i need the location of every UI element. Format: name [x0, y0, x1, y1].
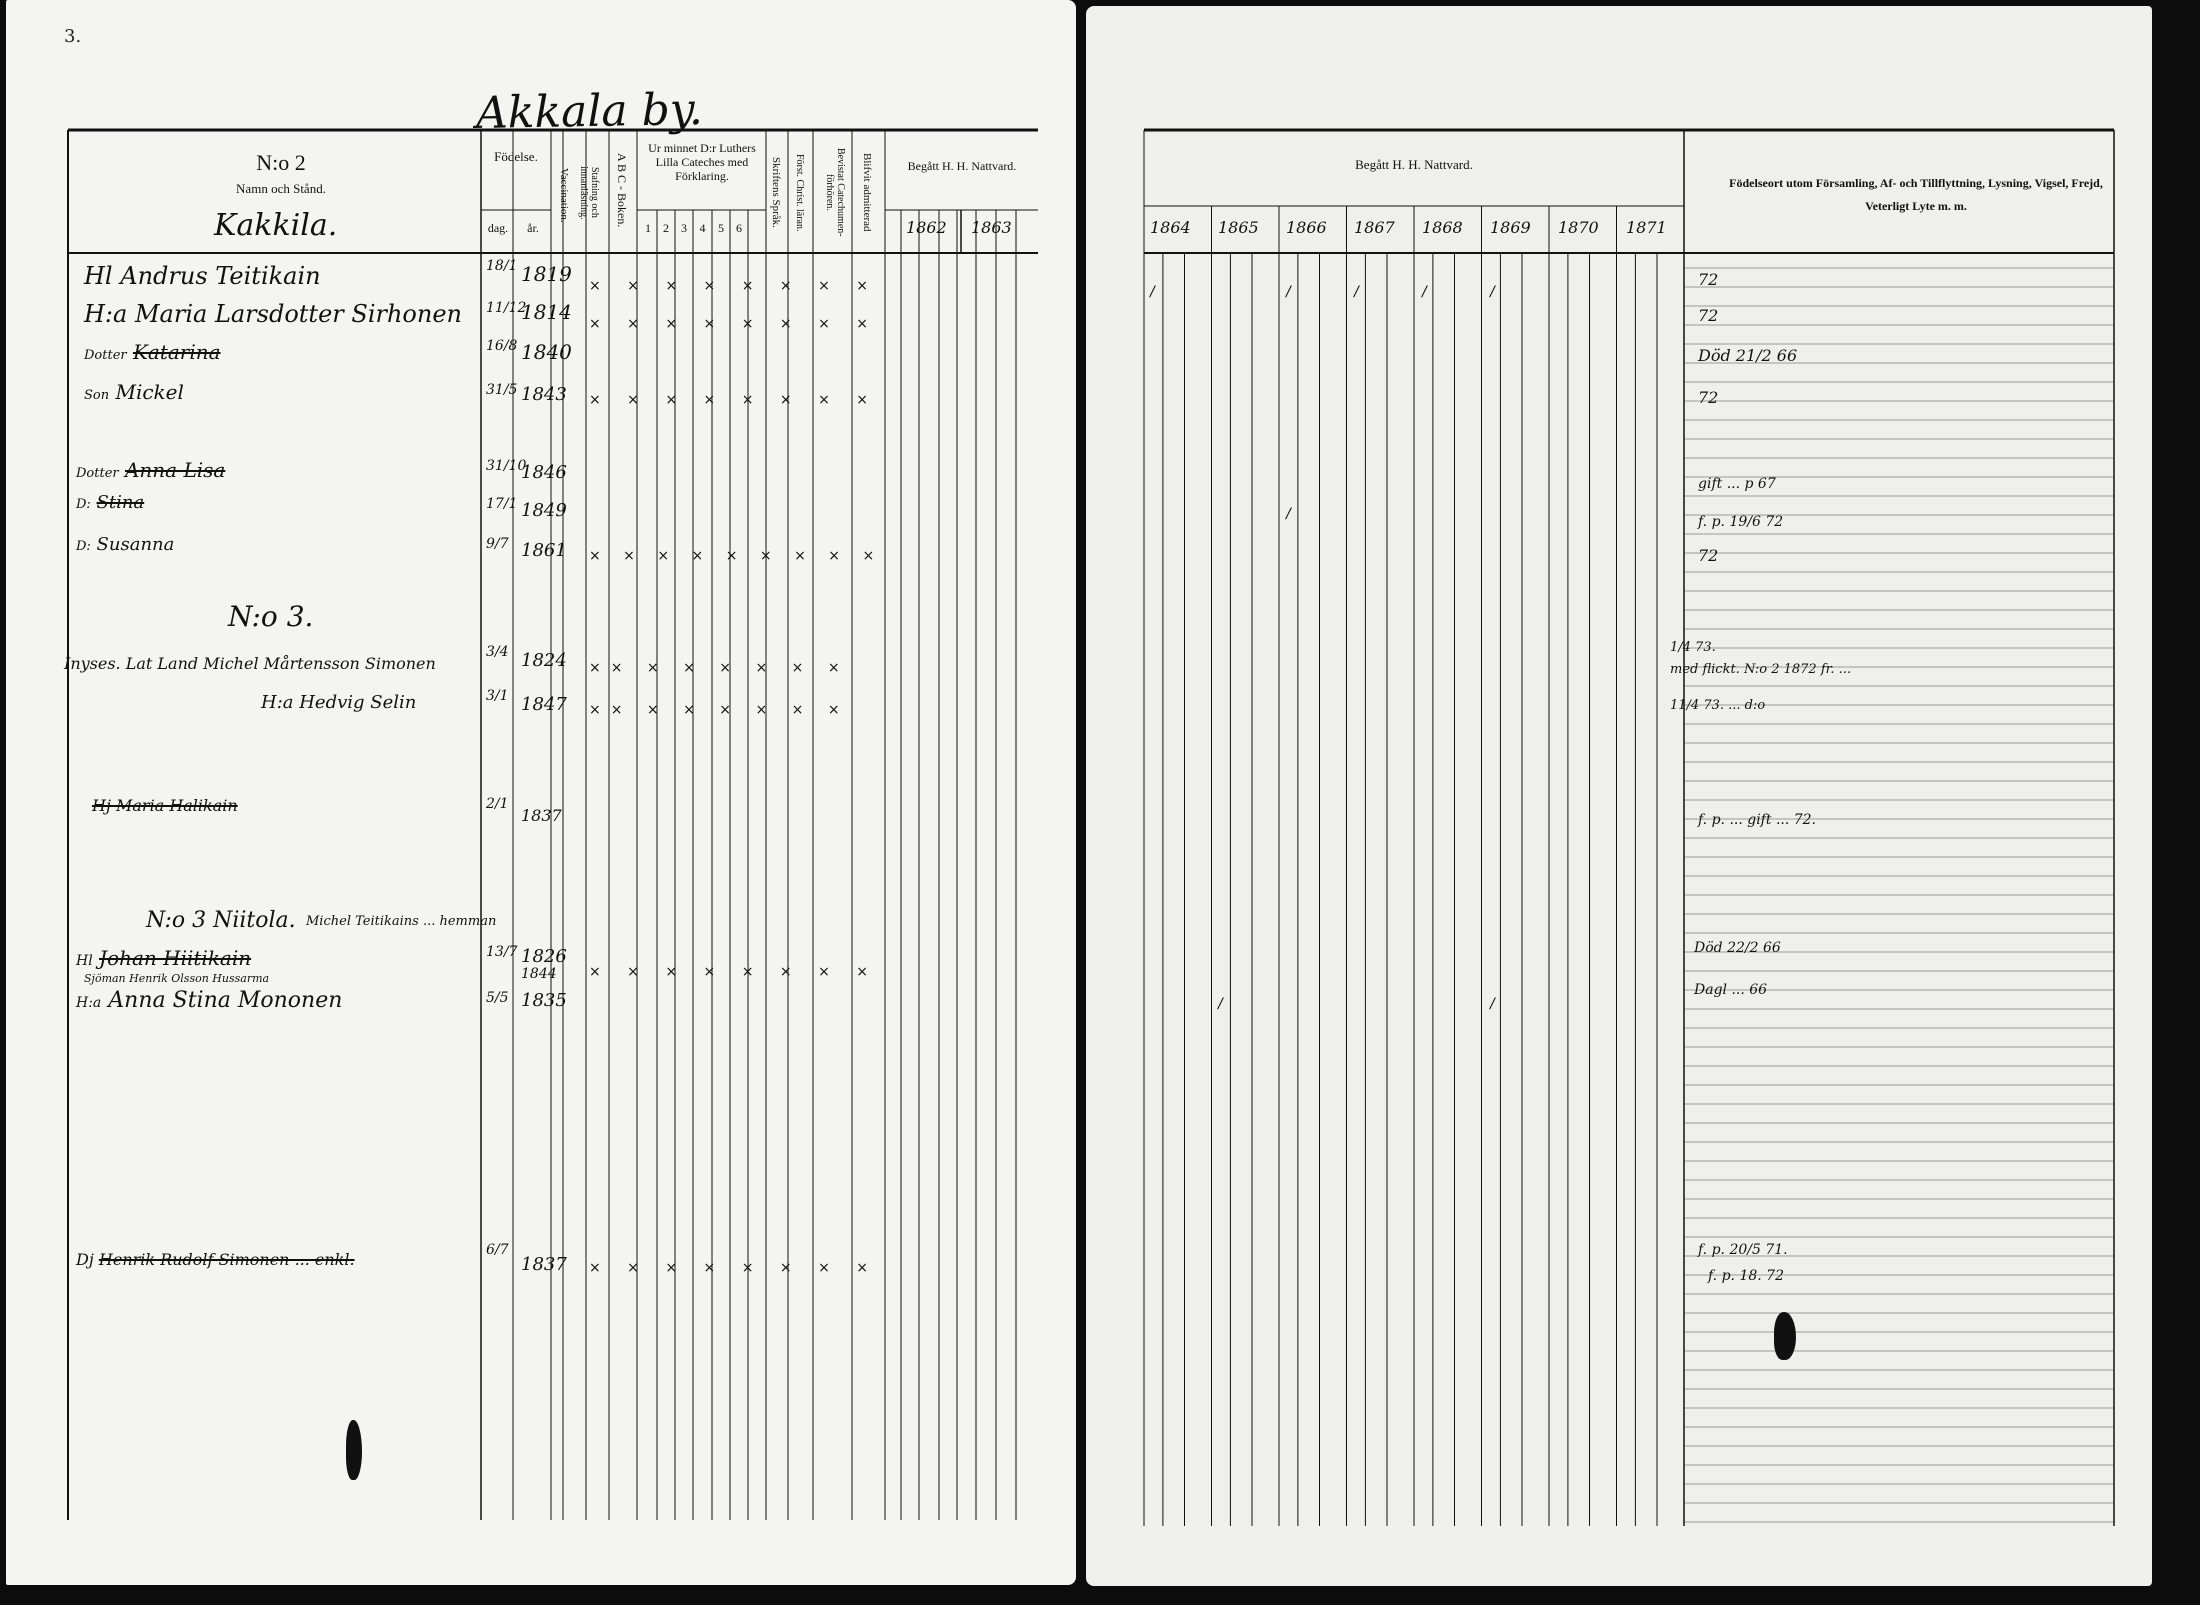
- header-abc: A B C - Boken.: [615, 152, 629, 228]
- year-label: 1866: [1286, 218, 1327, 237]
- entry-year: 1844: [521, 966, 557, 982]
- left-ruling: [6, 0, 1076, 1585]
- entry-name: Henrik Rudolf Simonen ... enkl.: [98, 1250, 355, 1269]
- entry-prefix: H:a: [76, 995, 102, 1011]
- entry-row: [84, 300, 462, 328]
- entry-day: 13/7: [486, 944, 518, 960]
- remark: f. p. 18. 72: [1708, 1268, 1784, 1284]
- entry-day: 31/10: [486, 458, 527, 474]
- entry-year: 1826: [521, 946, 567, 967]
- tally-mark: /: [1286, 506, 1291, 522]
- entry-name: Anna Stina Mononen: [108, 988, 343, 1013]
- ink-blot: [346, 1420, 362, 1480]
- header-scripture: Skriftens Språk.: [770, 157, 782, 228]
- entry-day: 5/5: [486, 990, 509, 1006]
- entry-year: 1824: [521, 650, 567, 671]
- catechism-part: 1: [645, 221, 651, 235]
- tally-mark: /: [1286, 284, 1291, 300]
- entry-name: Inyses. Lat Land Michel Mårtensson Simonen: [64, 654, 436, 673]
- entry-row: [261, 692, 416, 713]
- header-year-1863: 1863: [971, 218, 1012, 237]
- left-page: [6, 0, 1076, 1585]
- entry-day: 17/1: [486, 496, 518, 512]
- entry-name: Hj Maria Halikain: [92, 796, 238, 815]
- marks-row: × × × × × × × ×: [589, 964, 879, 980]
- entry-name: Johan Hiitikain: [99, 946, 252, 970]
- entry-prefix: Hl: [76, 953, 93, 969]
- header-communion-right: Begått H. H. Nattvard.: [1355, 157, 1473, 172]
- entry-year: 1837: [521, 806, 562, 825]
- entry-year: 1846: [521, 462, 567, 483]
- header-farm: Kakkila.: [214, 208, 338, 243]
- marks-row: × × × × × × × × ×: [589, 548, 884, 564]
- entry-day: 31/5: [486, 382, 518, 398]
- header-admitted: Blifvit admitterad: [861, 153, 873, 232]
- entry-row: [84, 380, 184, 404]
- entry-name: Hedvig Selin: [299, 692, 417, 713]
- entry-prefix: Dotter: [84, 348, 127, 363]
- marks-row: × × × × × × × ×: [589, 1260, 879, 1276]
- entry-row: [84, 262, 321, 290]
- remark: med flickt. N:o 2 1872 fr. ...: [1670, 662, 1852, 677]
- remark: Död 22/2 66: [1694, 940, 1781, 956]
- year-label: 1867: [1354, 218, 1395, 237]
- right-page: [1086, 6, 2152, 1586]
- remark: 72: [1698, 270, 1719, 289]
- tally-mark: /: [1422, 284, 1427, 300]
- marks-row: × × × × × × × ×: [589, 316, 879, 332]
- header-no: N:o 2: [256, 150, 306, 175]
- remark: 72: [1698, 388, 1719, 407]
- entry-prefix: D:: [76, 497, 91, 512]
- entry-day: 9/7: [486, 536, 509, 552]
- entry-prefix: Dotter: [76, 466, 119, 481]
- niitola-heading: N:o 3 Niitola.: [146, 908, 296, 933]
- catechism-part: 2: [663, 221, 669, 235]
- entry-year: 1819: [521, 262, 572, 286]
- year-label: 1868: [1422, 218, 1463, 237]
- remark: f. p. 20/5 71.: [1698, 1242, 1788, 1258]
- header-birth: Födelse.: [494, 149, 538, 164]
- header-spelling: Stafning och innanläsning.: [578, 165, 600, 220]
- niitola-note: Michel Teitikains ... hemman: [306, 914, 497, 929]
- header-remarks: Födelseort utom Församling, Af- och Tillflyttning, Lysning, Vigsel, Frejd, Veterligt Lyte m. m.: [1729, 176, 2103, 213]
- tally-mark: /: [1490, 284, 1495, 300]
- header-christ: Först. Christ. läran.: [794, 153, 805, 232]
- entry-prefix: D:: [76, 539, 91, 554]
- year-label: 1869: [1490, 218, 1531, 237]
- entry-year: 1840: [521, 340, 572, 364]
- remark: Dagl ... 66: [1694, 982, 1768, 998]
- entry-year: 1814: [521, 300, 572, 324]
- remark: f. p. 19/6 72: [1698, 514, 1784, 530]
- header-vaccination: Vaccination.: [558, 167, 570, 223]
- remark: f. p. ... gift ... 72.: [1698, 812, 1817, 828]
- entry-prefix: Dj: [76, 1250, 94, 1269]
- entry-name: Mickel: [115, 380, 184, 404]
- header-birth-day: dag.: [487, 221, 509, 235]
- entry-name: Sjöman Henrik Olsson Hussarma: [84, 972, 270, 985]
- entry-row: [76, 988, 342, 1013]
- catechism-part: 5: [718, 221, 724, 235]
- entry-name: Maria Larsdotter Sirhonen: [134, 300, 462, 328]
- page-number: 3.: [64, 26, 82, 47]
- entry-name: Katarina: [132, 340, 221, 364]
- section-heading: N:o 3.: [228, 600, 314, 633]
- entry-year: 1843: [521, 384, 567, 405]
- marks-row: ×× × × × × × ×: [589, 702, 850, 718]
- catechism-part: 4: [699, 221, 706, 235]
- entry-prefix: H:a: [84, 300, 128, 328]
- ink-blot: [1774, 1312, 1796, 1360]
- entry-day: 11/12: [486, 300, 527, 316]
- entry-name: Susanna: [96, 534, 175, 555]
- header-birth-year: år.: [527, 221, 539, 235]
- remark: gift ... p 67: [1698, 476, 1776, 492]
- entry-day: 16/8: [486, 338, 518, 354]
- entry-year: 1847: [521, 694, 567, 715]
- tally-mark: /: [1354, 284, 1359, 300]
- entry-row: [76, 534, 174, 555]
- year-label: 1865: [1218, 218, 1259, 237]
- tally-mark: /: [1218, 996, 1223, 1012]
- entry-prefix: H:a: [261, 692, 294, 713]
- entry-row: [76, 458, 225, 482]
- entry-day: 3/1: [486, 688, 509, 704]
- village-heading: Akkala by.: [475, 84, 704, 139]
- year-label: 1864: [1150, 218, 1191, 237]
- catechism-part: 3: [681, 221, 687, 235]
- marks-row: × × × × × × × ×: [589, 278, 879, 294]
- catechism-part: 6: [736, 221, 742, 235]
- header-catechumen: Bevistat Catechumen-förhören.: [824, 148, 846, 237]
- entry-row: [76, 1250, 355, 1269]
- entry-name: Stina: [96, 492, 145, 513]
- header-catechism: Ur minnet D:r Luthers Lilla Cateches med Förklaring.: [648, 141, 756, 183]
- remark: 72: [1698, 546, 1719, 565]
- entry-name: Andrus Teitikain: [120, 262, 321, 290]
- entry-row: [84, 340, 221, 364]
- entry-row: [76, 946, 251, 970]
- entry-year: 1837: [521, 1254, 567, 1275]
- entry-year: 1849: [521, 500, 567, 521]
- remark: Död 21/2 66: [1698, 346, 1798, 365]
- header-name-title: Namn och Stånd.: [236, 181, 326, 196]
- header-communion: Begått H. H. Nattvard.: [907, 159, 1017, 173]
- year-label: 1870: [1558, 218, 1599, 237]
- entry-day: 2/1: [486, 796, 509, 812]
- right-ruling: [1086, 6, 2152, 1586]
- entry-prefix: Son: [84, 388, 110, 403]
- entry-day: 6/7: [486, 1242, 509, 1258]
- entry-year: 1835: [521, 990, 567, 1011]
- entry-prefix: Hl: [84, 262, 113, 290]
- header-year-1862: 1862: [906, 218, 947, 237]
- marks-row: × × × × × × × ×: [589, 392, 879, 408]
- remark: 72: [1698, 306, 1719, 325]
- tally-mark: /: [1150, 284, 1155, 300]
- year-label: 1871: [1626, 218, 1667, 237]
- remark: 11/4 73. ... d:o: [1670, 698, 1766, 713]
- entry-row: [76, 492, 144, 513]
- marks-row: ×× × × × × × ×: [589, 660, 850, 676]
- entry-day: 18/1: [486, 258, 518, 274]
- remark: 1/4 73.: [1670, 640, 1716, 655]
- entry-year: 1861: [521, 540, 567, 561]
- entry-name: Anna Lisa: [124, 458, 226, 482]
- tally-mark: /: [1490, 996, 1495, 1012]
- entry-day: 3/4: [486, 644, 509, 660]
